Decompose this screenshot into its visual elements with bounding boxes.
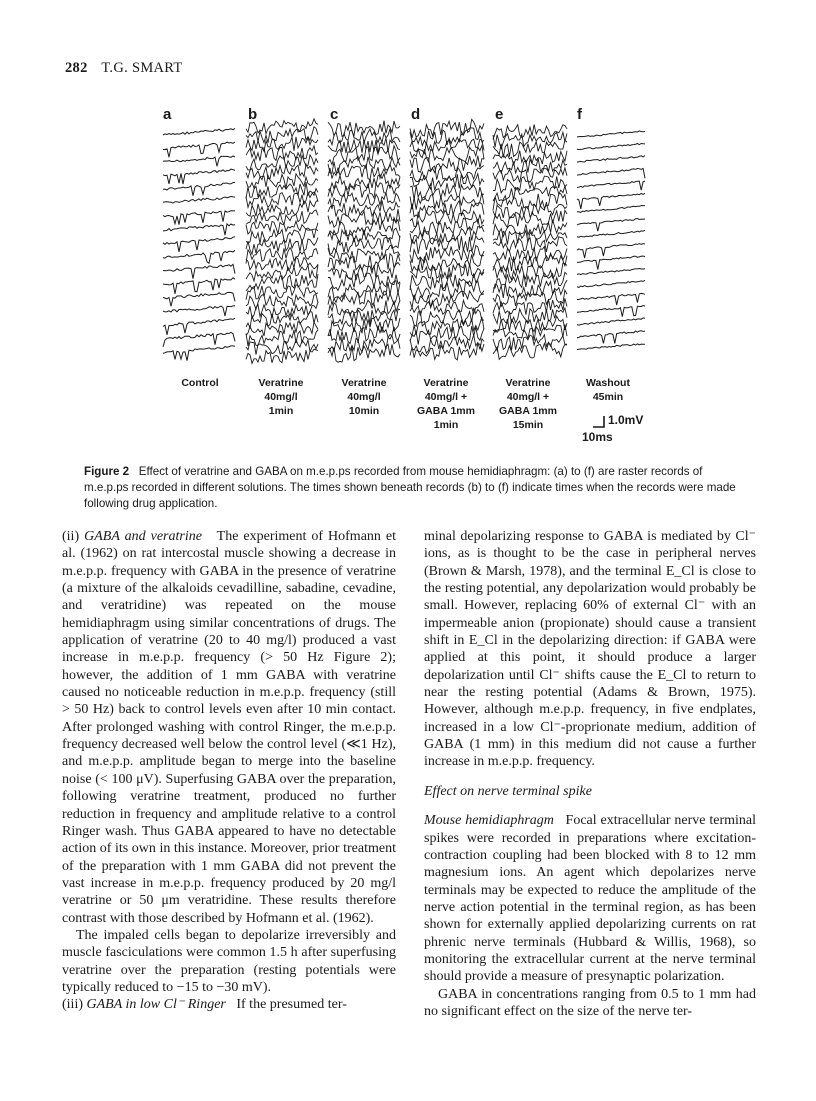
panel-label-d: [406, 376, 486, 432]
trace-panel-e-row: [493, 125, 567, 140]
trace-panel-c-row: [328, 209, 400, 227]
trace-panel-a-row: [163, 237, 235, 252]
panel-letter-c: c: [330, 106, 339, 123]
trace-panel-f-row: [577, 280, 645, 287]
scale-voltage: 1.0mV: [608, 413, 644, 427]
trace-panel-d-row: [410, 128, 484, 146]
trace-panel-b-row: [246, 200, 318, 216]
panel-d-line-2: 40mg/l +: [424, 391, 468, 403]
panel-letter-a: a: [163, 106, 172, 123]
panel-label-b: [246, 376, 316, 418]
trace-panel-a-row: [163, 292, 235, 306]
trace-panel-b-row: [246, 221, 318, 234]
right-paragraph-2: [424, 812, 756, 985]
trace-panel-f-row: [577, 293, 645, 305]
figure-caption: [84, 464, 744, 512]
panel-c-line-3: 10min: [348, 405, 380, 417]
section-3-text: If the presumed ter-: [236, 997, 347, 1013]
scale-time: 10ms: [582, 430, 613, 444]
trace-panel-a-row: [163, 156, 235, 166]
panel-c-line-1: Veratrine: [341, 377, 387, 389]
panel-e-line-4: 15min: [512, 419, 544, 431]
trace-panel-f-row: [577, 306, 645, 317]
right-paragraph-1: minal depolarizing response to GABA is mediated by Cl⁻ ions, as is thought to be the case in peripheral nerves (Brown & Marsh, 1978), and the terminal E_Cl is close to the resting potential, any depolarization would probably be small. However, replacing 60% of external Cl⁻ with an impermeable anion (propionate) should cause a transient shift in E_Cl in the depolarizing direction: if GABA were applied at this point, it should produce a larger depolarization until Cl⁻ shifts cause the E_Cl to return to near the resting potential (Adams & Brown, 1975). However, although m.e.p.p. frequency, in five endplates, increased in a low Cl⁻-proprionate medium, addition of GABA (1 mm) in this medium did not cause a further increase in m.e.p.p. frequency.: [424, 529, 756, 770]
section-heading-nerve-terminal-spike: Effect on nerve terminal spike: [424, 783, 592, 799]
trace-panel-a-row: [163, 182, 235, 195]
trace-panel-a-row: [163, 169, 235, 184]
panel-b-line-1: Veratrine: [258, 377, 304, 389]
trace-panel-f-row: [577, 181, 645, 190]
trace-panel-d-row: [410, 146, 484, 162]
trace-panel-b-row: [246, 340, 318, 355]
section-3-title: GABA in low Cl⁻ Ringer: [86, 997, 226, 1013]
trace-panel-d-row: [410, 343, 484, 360]
trace-panel-d-row: [410, 236, 484, 254]
trace-panel-f-row: [577, 144, 645, 150]
trace-panel-d-row: [410, 156, 484, 173]
trace-panel-e-row: [493, 343, 567, 359]
trace-panel-e-row: [493, 325, 567, 341]
trace-panel-a-row: [163, 278, 235, 294]
trace-panel-a-row: [163, 128, 235, 135]
section-2-text: The experiment of Hofmann et al. (1962) on rat intercostal muscle showing a decrease in m.e.p.p. frequency with GABA in the presence of veratrine (a mixture of the alkaloids cevadilline, sabadine, cevadine, and veratridine) was repeated on the mouse hemidiaphragm using similar concentrations of drugs. The application of veratrine (20 to 40 mg/l) produced a vast increase in m.e.p.p. frequency (> 50 Hz Figure 2); however, the addition of 1 mm GABA with veratrine caused no noticeable reduction in m.e.p.p. frequency (still > 50 Hz) back to control levels even after 10 min contact. After prolonged washing with control Ringer, the m.e.p.p. frequency decreased well below the control level (≪1 Hz), and m.e.p.p. amplitude began to merge into the baseline noise (< 100 μV). Superfusing GABA over the preparation, following veratrine treatment, produced no further reduction in frequency and amplitude relative to a control Ringer wash. Thus GABA appeared to have no detectable action of its own in this instance. Moreover, prior treatment of the preparation with 1 mm GABA did not prevent the vast increase in m.e.p.p. frequency produced by 20 mg/l veratrine or 50 μm veratridine. These results therefore contrast with those described by Hofmann et al. (1962).: [62, 529, 396, 926]
trace-panel-a-row: [163, 332, 235, 347]
caption-text: Effect of veratrine and GABA on m.e.p.ps recorded from mouse hemidiaphragm: (a) to (f) are raster records of m.e.p.ps recorded in different solutions. The times shown beneath records (b) to (f) indicate times when the records were made following drug application.: [84, 465, 736, 510]
section-3-number: (iii): [62, 997, 83, 1013]
trace-panel-a-row: [163, 211, 235, 225]
panel-c-line-2: 40mg/l: [347, 391, 381, 403]
trace-panel-b-row: [246, 192, 318, 207]
raster-traces-figure: [0, 0, 816, 440]
running-author: T.G. SMART: [101, 60, 183, 76]
trace-panel-d-row: [410, 254, 484, 271]
trace-panel-f-row: [577, 219, 645, 232]
trace-panel-c-row: [328, 291, 400, 305]
trace-panel-f-row: [577, 331, 645, 344]
panel-letter-b: b: [248, 106, 258, 123]
page-number: 282: [65, 60, 88, 76]
trace-panel-c-row: [328, 174, 400, 191]
trace-panel-c-row: [328, 192, 400, 209]
trace-panel-a-row: [163, 196, 235, 203]
trace-panel-b-row: [246, 164, 318, 180]
trace-panel-e-row: [493, 255, 567, 272]
panel-label-e: [488, 376, 568, 432]
left-paragraph-2: The impaled cells began to depolarize irreversibly and muscle fasciculations were common 1.5 h after superfusing veratrine over the preparation (resting potentials were typically reduced to −15 to −30 mV).: [62, 927, 396, 995]
panel-d-line-1: Veratrine: [423, 377, 469, 389]
section-2-number: (ii): [62, 529, 80, 544]
panel-label-c: [329, 376, 399, 418]
trace-panel-c-row: [328, 146, 400, 165]
trace-panel-f-row: [577, 256, 645, 270]
panel-a-line-1: Control: [181, 377, 219, 389]
trace-panel-f-row: [577, 230, 645, 237]
panel-e-line-2: 40mg/l +: [506, 391, 550, 403]
panel-letter-e: e: [495, 106, 504, 123]
trace-panel-b-row: [246, 238, 318, 255]
trace-panel-a-row: [163, 142, 235, 157]
trace-panel-f-row: [577, 168, 645, 178]
trace-panel-c-row: [328, 183, 400, 198]
trace-panel-e-row: [493, 263, 567, 280]
panel-e-line-1: Veratrine: [505, 377, 551, 389]
trace-panel-a-row: [163, 264, 235, 278]
section-2-title: GABA and veratrine: [84, 529, 202, 544]
left-paragraph-1: [62, 528, 396, 927]
left-paragraph-3: [62, 996, 396, 1013]
panel-f-line-2: 45min: [592, 391, 624, 403]
panel-e-line-3: GABA 1mm: [499, 405, 557, 417]
trace-panel-f-row: [577, 344, 645, 350]
trace-panel-e-row: [493, 202, 567, 218]
caption-title: Figure 2: [84, 465, 130, 478]
trace-panel-e-row: [493, 132, 567, 148]
panel-b-line-3: 1min: [268, 405, 294, 417]
scale-bar: [592, 414, 608, 430]
panel-letter-d: d: [411, 106, 421, 123]
trace-panel-a-row: [163, 250, 235, 263]
panel-d-line-3: GABA 1mm: [417, 405, 475, 417]
trace-panel-c-row: [328, 164, 400, 180]
trace-panel-f-row: [577, 269, 645, 275]
trace-panel-f-row: [577, 131, 645, 137]
panel-label-f: [573, 376, 643, 404]
panel-f-line-1: Washout: [586, 377, 630, 389]
trace-panel-a-row: [163, 306, 235, 316]
subsection-text: Focal extracellular nerve terminal spikes were recorded in preparations where excitation-contraction coupling had been blocked with 8 to 12 mm magnesium ions. An agent which depolarizes nerve terminals may be expected to reduce the amplitude of the nerve action potential in the terminal region, as has been shown for externally applied depolarizing currents on rat phrenic nerve terminals (Hubbard & Willis, 1968), so monitoring the extracellular current at the nerve terminal should provide a measure of presynaptic polarization.: [424, 813, 756, 985]
trace-panel-e-row: [493, 247, 567, 262]
trace-panel-b-row: [246, 174, 318, 188]
trace-panel-c-row: [328, 121, 400, 137]
subsection-title-mouse-hemidiaphragm: Mouse hemidiaphragm: [424, 813, 554, 829]
panel-letter-f: f: [577, 106, 582, 123]
left-column: [62, 528, 396, 1014]
trace-panel-a-row: [163, 224, 235, 235]
trace-panel-a-row: [163, 318, 235, 335]
trace-panel-e-row: [493, 335, 567, 351]
trace-panel-a-row: [163, 346, 235, 361]
trace-panel-b-row: [246, 119, 318, 134]
right-paragraph-3: GABA in concentrations ranging from 0.5 to 1 mm had no significant effect on the size of the nerve ter-: [424, 986, 756, 1019]
trace-panel-c-row: [328, 254, 400, 271]
trace-panel-d-row: [410, 183, 484, 200]
right-column: [424, 528, 756, 1020]
trace-panel-f-row: [577, 206, 645, 213]
trace-panel-f-row: [577, 318, 645, 325]
trace-panel-f-row: [577, 156, 645, 163]
panel-b-line-2: 40mg/l: [264, 391, 298, 403]
trace-panel-c-row: [328, 236, 400, 255]
panel-d-line-4: 1min: [433, 419, 459, 431]
panel-label-a: [165, 376, 235, 390]
